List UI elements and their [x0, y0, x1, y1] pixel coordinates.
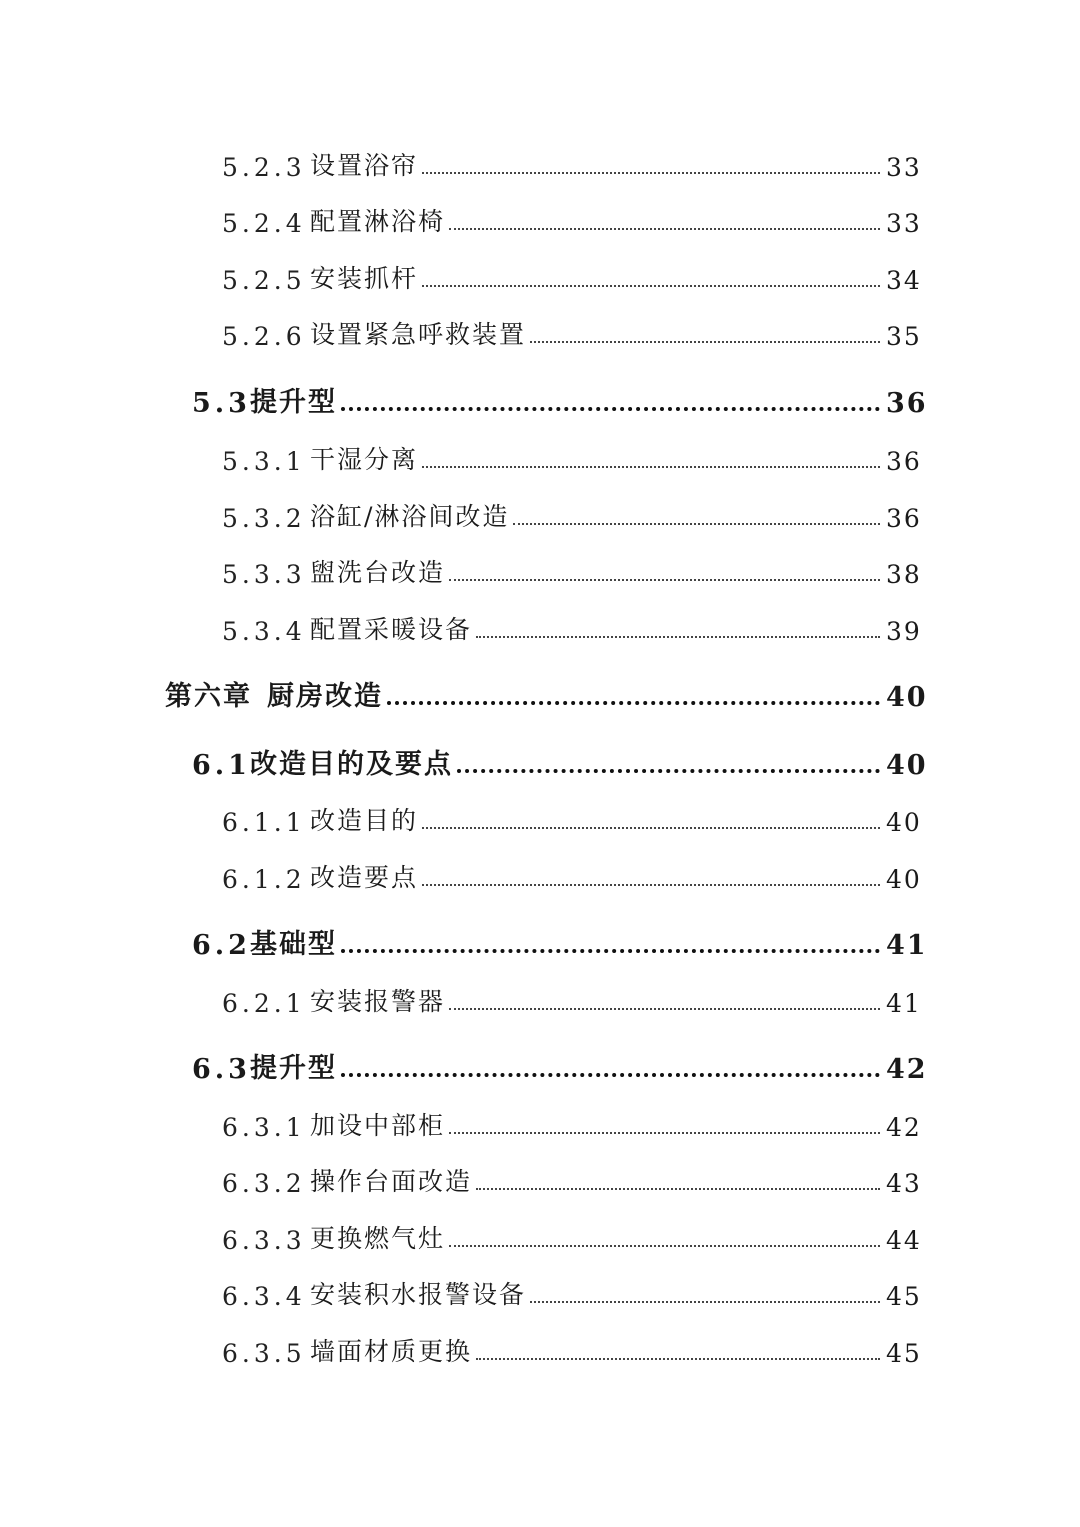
dot-leader	[513, 523, 880, 525]
toc-entry-title: 厨房改造	[267, 681, 383, 712]
toc-entry-page: 36	[886, 504, 922, 533]
toc-chapter[interactable]	[0, 669, 1080, 713]
toc-entry-number: 6.3.2	[222, 1169, 306, 1198]
dot-leader	[530, 1301, 880, 1303]
toc-entry-title: 墙面材质更换	[310, 1337, 473, 1366]
dot-leader	[341, 407, 880, 411]
dot-leader	[422, 466, 880, 468]
toc-entry-number: 6.3	[192, 1054, 251, 1085]
toc-entry[interactable]	[0, 1211, 1080, 1255]
toc-entry-number: 6.1.1	[222, 808, 306, 837]
toc-chapter-number: 第六章	[165, 681, 252, 712]
dot-leader	[476, 1188, 880, 1190]
toc-entry-page: 43	[886, 1169, 922, 1198]
toc-entry-page: 35	[886, 322, 922, 351]
dot-leader	[422, 884, 880, 886]
toc-entry-number: 5.3.1	[222, 447, 306, 476]
dot-leader	[422, 172, 880, 174]
toc-entry-title: 干湿分离	[310, 445, 419, 474]
toc-entry[interactable]	[0, 251, 1080, 295]
toc-entry-number: 5.3.4	[222, 617, 306, 646]
dot-leader	[422, 285, 880, 287]
toc-entry-page: 33	[886, 209, 922, 238]
toc-entry-page: 41	[886, 989, 922, 1018]
dot-leader	[449, 1245, 880, 1247]
toc-entry-number: 5.3	[192, 388, 251, 419]
toc-entry-page: 34	[886, 266, 922, 295]
toc-entry-page: 45	[886, 1282, 922, 1311]
toc-entry-number: 6.1	[192, 750, 251, 781]
toc-entry-page: 40	[886, 808, 922, 837]
toc-section[interactable]	[0, 1041, 1080, 1085]
toc-entry-title: 提升型	[250, 387, 337, 418]
toc-entry-title: 安装报警器	[310, 987, 446, 1016]
dot-leader	[530, 341, 880, 343]
toc-entry-page: 42	[886, 1054, 928, 1085]
toc-entry-page: 40	[886, 682, 928, 713]
dot-leader	[449, 1008, 880, 1010]
toc-entry-page: 44	[886, 1226, 922, 1255]
dot-leader	[476, 1358, 880, 1360]
toc-entry-title: 盥洗台改造	[310, 558, 446, 587]
toc-entry-title: 改造要点	[310, 863, 419, 892]
toc-entry-page: 41	[886, 930, 928, 961]
toc-entry-page: 36	[886, 388, 928, 419]
toc-entry-title: 配置淋浴椅	[310, 207, 446, 236]
toc-entry-number: 5.2.6	[222, 322, 306, 351]
toc-entry-title: 配置采暖设备	[310, 615, 473, 644]
toc-entry-number: 5.3.2	[222, 504, 306, 533]
dot-leader	[449, 1132, 880, 1134]
toc-entry[interactable]	[0, 974, 1080, 1018]
dot-leader	[387, 701, 880, 705]
toc-entry[interactable]	[0, 545, 1080, 589]
toc-entry-number: 6.3.1	[222, 1113, 306, 1142]
toc-entry-title: 加设中部柜	[310, 1111, 446, 1140]
dot-leader	[457, 769, 880, 773]
toc-entry-number: 5.2.4	[222, 209, 306, 238]
toc-entry-title: 安装抓杆	[310, 264, 419, 293]
toc-entry-title: 设置紧急呼救装置	[310, 320, 527, 349]
toc-entry-number: 6.3.5	[222, 1339, 306, 1368]
toc-section[interactable]	[0, 375, 1080, 419]
toc-entry-number: 6.3.4	[222, 1282, 306, 1311]
toc-entry[interactable]	[0, 1154, 1080, 1198]
dot-leader	[449, 228, 880, 230]
toc-entry-number: 6.2.1	[222, 989, 306, 1018]
toc-entry-title: 操作台面改造	[310, 1167, 473, 1196]
toc-entry-title: 改造目的	[310, 806, 419, 835]
toc-entry-page: 36	[886, 447, 922, 476]
toc-entry-page: 45	[886, 1339, 922, 1368]
toc-entry-title: 提升型	[250, 1053, 337, 1084]
dot-leader	[449, 579, 880, 581]
toc-entry-number: 5.3.3	[222, 560, 306, 589]
toc-entry[interactable]	[0, 1267, 1080, 1311]
toc-entry-title: 改造目的及要点	[250, 749, 453, 780]
toc-entry-title: 更换燃气灶	[310, 1224, 446, 1253]
toc-entry[interactable]	[0, 432, 1080, 476]
toc-entry[interactable]	[0, 307, 1080, 351]
toc-entry-title: 安装积水报警设备	[310, 1280, 527, 1309]
toc-entry[interactable]	[0, 489, 1080, 533]
toc-section[interactable]	[0, 917, 1080, 961]
toc-entry-page: 38	[886, 560, 922, 589]
dot-leader	[476, 636, 880, 638]
toc-entry[interactable]	[0, 1324, 1080, 1368]
toc-entry[interactable]	[0, 850, 1080, 894]
toc-entry[interactable]	[0, 1098, 1080, 1142]
toc-entry-number: 5.2.5	[222, 266, 306, 295]
toc-entry-title: 设置浴帘	[310, 151, 419, 180]
toc-entry-page: 33	[886, 153, 922, 182]
toc-entry-page: 40	[886, 865, 922, 894]
toc-entry[interactable]	[0, 602, 1080, 646]
toc-entry[interactable]	[0, 194, 1080, 238]
dot-leader	[422, 827, 880, 829]
toc-entry-number: 5.2.3	[222, 153, 306, 182]
toc-entry[interactable]	[0, 793, 1080, 837]
toc-entry-number: 6.2	[192, 930, 251, 961]
dot-leader	[341, 949, 880, 953]
toc-entry-title: 基础型	[250, 929, 337, 960]
toc-entry-page: 40	[886, 750, 928, 781]
toc-entry-page: 42	[886, 1113, 922, 1142]
toc-entry[interactable]	[0, 138, 1080, 182]
toc-entry-number: 6.1.2	[222, 865, 306, 894]
toc-section[interactable]	[0, 737, 1080, 781]
toc-entry-title: 浴缸/淋浴间改造	[310, 502, 510, 531]
toc-entry-number: 6.3.3	[222, 1226, 306, 1255]
toc-entry-page: 39	[886, 617, 922, 646]
dot-leader	[341, 1073, 880, 1077]
